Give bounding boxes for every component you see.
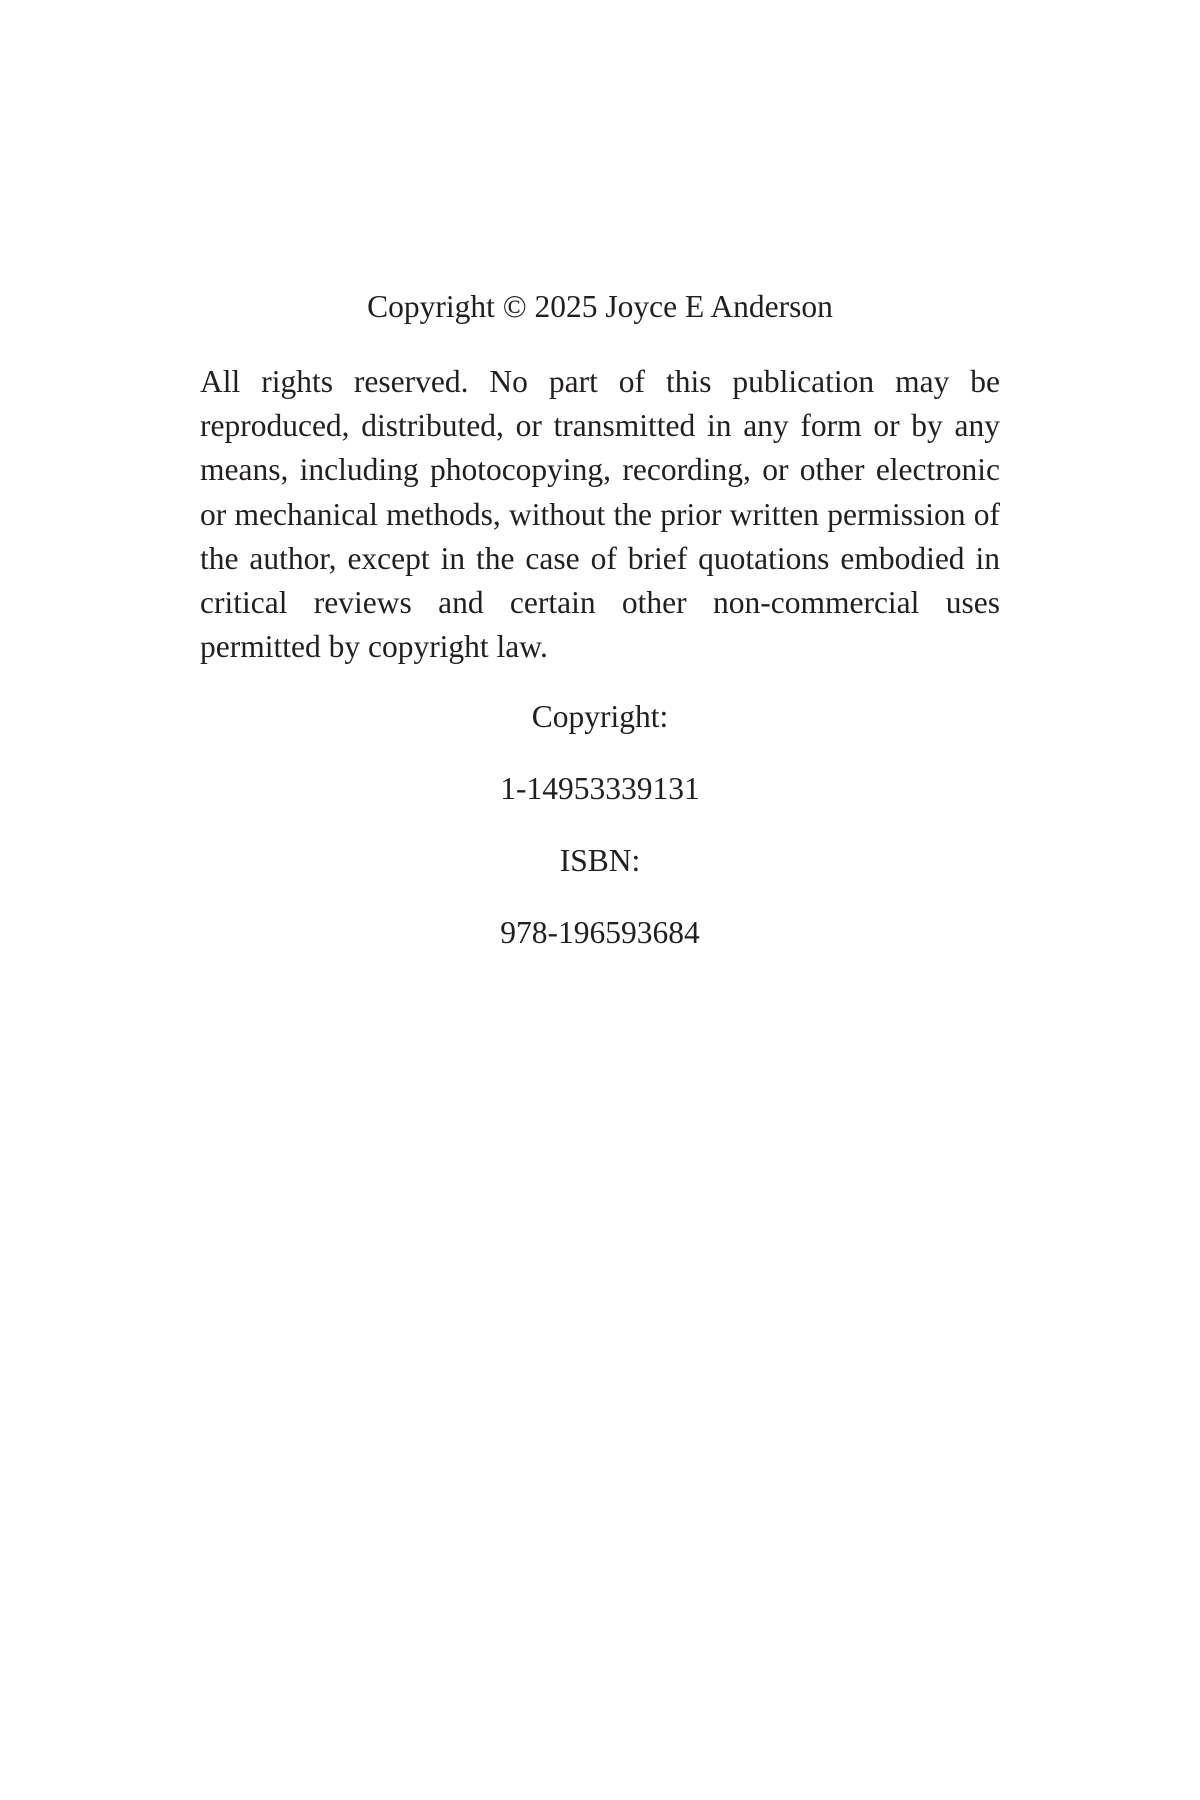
rights-reserved-paragraph: All rights reserved. No part of this publication may be reproduced, distributed, or transmitted in any form or by any means, including photocopying, recording, or other electronic or mechanical methods, without the prior written permission of the author, except in the case of brief quotations embodied in critical reviews and certain other non-commercial uses permitted by copyright law. <box>200 364 1000 665</box>
copyright-registration-label: Copyright: <box>531 699 669 734</box>
isbn-label: ISBN: <box>559 843 641 878</box>
isbn-number: 978-196593684 <box>500 915 700 950</box>
copyright-notice: Copyright © 2025 Joyce E Anderson <box>367 289 833 324</box>
copyright-registration-number: 1-14953339131 <box>500 771 700 806</box>
